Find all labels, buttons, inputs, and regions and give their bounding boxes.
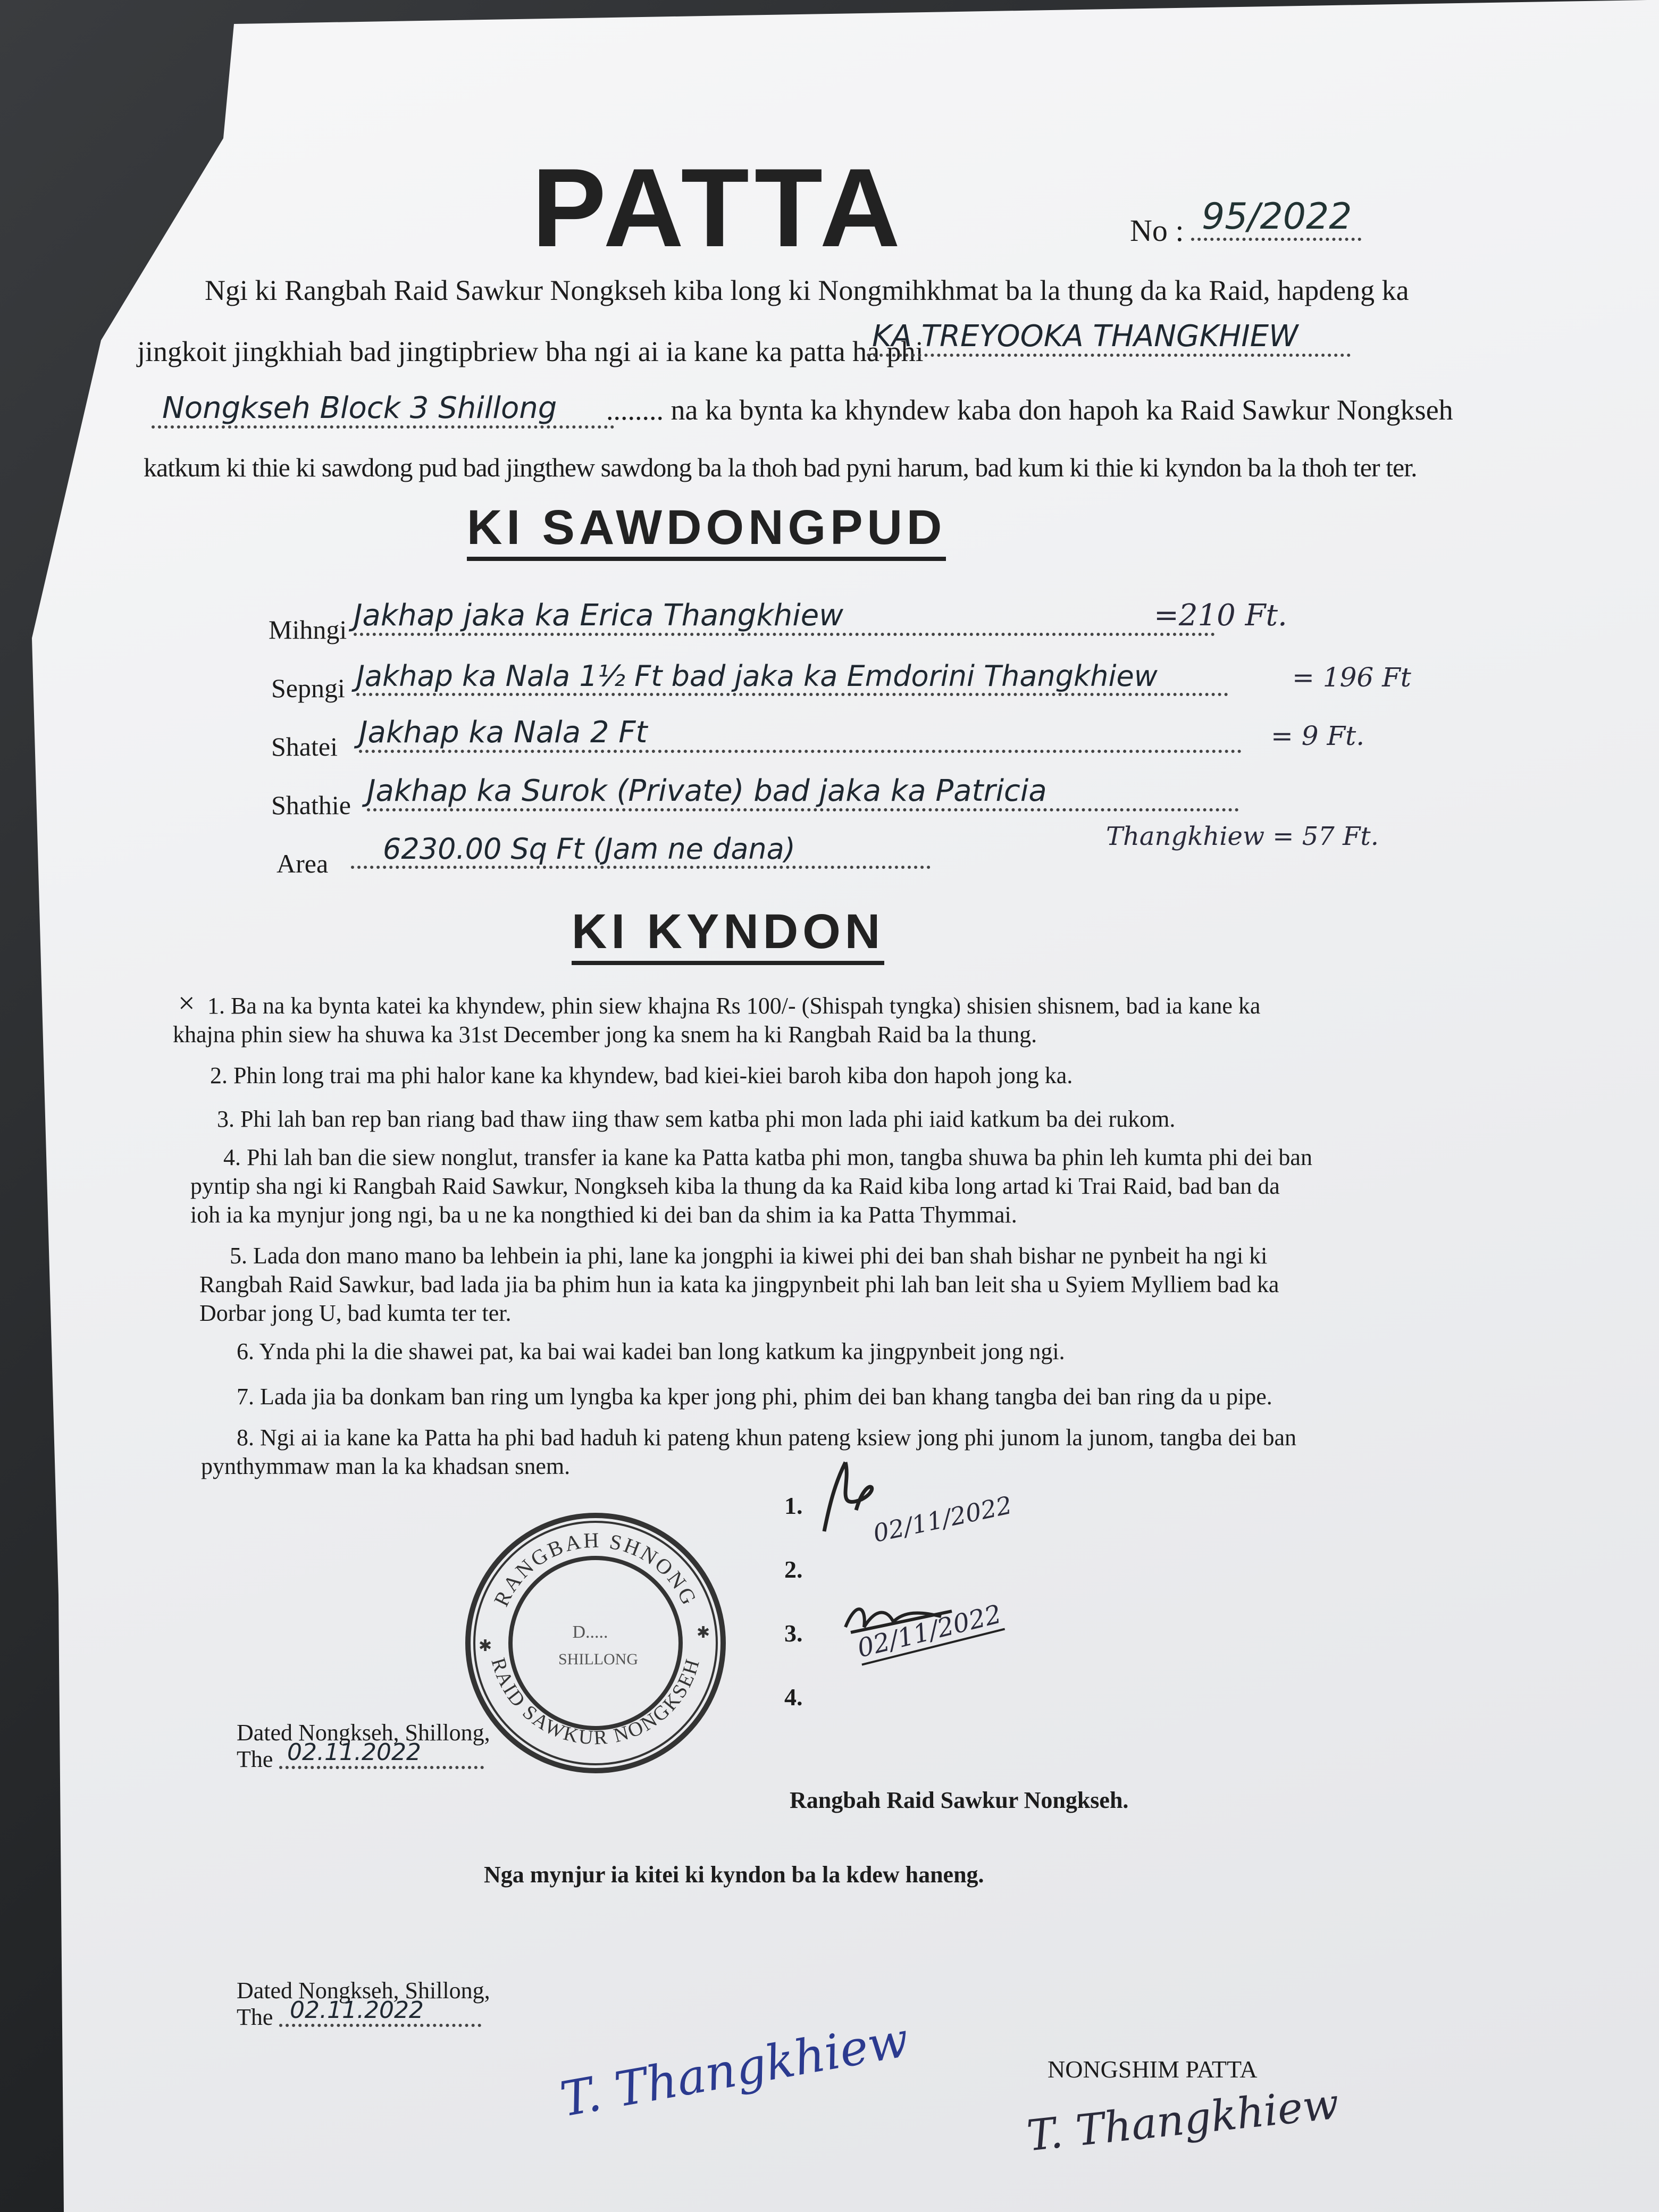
intro-line-3: ........ na ka bynta ka khyndew kaba don hapoh ka Raid Sawkur Nongkseh (606, 394, 1453, 426)
dated-2-date: 02.11.2022 (279, 1997, 481, 2027)
boundary-label-north: Shatei (271, 732, 338, 761)
condition-1-line-2: khajna phin siew ha shuwa ka 31st December jong ka snem ha ki Rangbah Raid ba la thung. (173, 1021, 1037, 1048)
recipient-name: KA TREYOOKA THANGKHIEW (867, 319, 1351, 357)
boundary-value-north: Jakhap ka Nala 2 Ft (359, 715, 1242, 753)
stamp-top-text: RANGBAH SHNONG (489, 1528, 702, 1610)
holder-label: NONGSHIM PATTA (1048, 2056, 1258, 2083)
signature-number-4: 4. (784, 1683, 803, 1711)
condition-8-line-2: pynthymmaw man la ka khadsan snem. (201, 1453, 571, 1479)
signature-number-1: 1. (784, 1492, 803, 1519)
intro-line-2: jingkoit jingkhiah bad jingtipbriew bha ngi ai ia kane ka patta ha phi (137, 336, 924, 367)
authority-name: Rangbah Raid Sawkur Nongkseh. (790, 1787, 1129, 1813)
boundary-value-south: Jakhap ka Surok (Private) bad jaka ka Patricia (367, 774, 1239, 811)
condition-5-line-1: 5. Lada don mano mano ba lehbein ia phi, lane ka jongphi ia kiwei phi dei ban shah bishar ne pynbeit ha ngi ki (230, 1243, 1268, 1269)
boundary-value-west: Jakhap ka Nala 1½ Ft bad jaka ka Emdorini Thangkhiew (356, 659, 1228, 696)
svg-text:RAID SAWKUR NONGKSEH (487, 1655, 704, 1749)
signature-1-date: 02/11/2022 (870, 1490, 1015, 1548)
stamp-star-left-icon: ✱ (479, 1637, 492, 1655)
consent-statement: Nga mynjur ia kitei ki kyndon ba la kdew haneng. (484, 1862, 984, 1888)
intro-line-1: Ngi ki Rangbah Raid Sawkur Nongkseh kiba long ki Nongmihkhmat ba la thung da ka Raid, hapdeng ka (205, 274, 1409, 306)
area-value: 6230.00 Sq Ft (Jam ne dana) (351, 832, 931, 869)
dated-2-line: Dated Nongkseh, Shillong, (237, 1978, 490, 2004)
stamp-center-line-2: SHILLONG (558, 1650, 638, 1668)
signature-3-date: 02/11/2022 (854, 1599, 1005, 1665)
condition-5-line-2: Rangbah Raid Sawkur, bad lada jia ba phim hun ia kata ka jingpynbeit phi lah ban leit sha u Syiem Mylliem bad ka (199, 1271, 1279, 1297)
document-title: PATTA (532, 145, 906, 270)
boundary-measure-west: = 196 Ft (1292, 662, 1411, 693)
boundary-label-south: Shathie (271, 790, 351, 820)
boundary-measure-north: = 9 Ft. (1271, 720, 1365, 751)
boundary-label-east: Mihngi (269, 615, 347, 644)
dated-2-the-label: The (237, 2004, 273, 2030)
boundary-value-east: Jakhap jaka ka Erica Thangkhiew (354, 598, 1215, 636)
condition-4-line-3: ioh ia ka mynjur jong ngi, ba u ne ka nongthied ki dei ban da shim ia ka Patta Thymmai. (190, 1202, 1017, 1228)
boundary-measure-south: Thangkhiew = 57 Ft. (1106, 822, 1379, 851)
condition-1-line-1: 1. Ba na ka bynta katei ka khyndew, phin siew khajna Rs 100/- (Shispah tyngka) shisien shisnem, bad ia kane ka (207, 993, 1261, 1019)
left-handwritten-signature: T. Thangkhiew (556, 2012, 913, 2128)
signature-number-2: 2. (784, 1556, 803, 1583)
condition-7: 7. Lada jia ba donkam ban ring um lyngba ka kper jong phi, phim dei ban khang tangba dei ban ring da u pipe. (237, 1384, 1272, 1410)
condition-6: 6. Ynda phi la die shawei pat, ka bai wai kadei ban long katkum ka jingpynbeit jong ngi. (237, 1338, 1065, 1364)
stamp-center-line-1: D..... (572, 1622, 608, 1642)
intro-line-4: katkum ki thie ki sawdong pud bad jingthew sawdong ba la thoh bad pyni harum, bad kum ki thie ki kyndon ba la thoh ter ter. (144, 453, 1417, 482)
condition-3: 3. Phi lah ban rep ban riang bad thaw iing thaw sem katba phi mon lada phi iaid katkum ba dei rukom. (217, 1106, 1176, 1132)
condition-4-line-2: pyntip sha ngi ki Rangbah Raid Sawkur, Nongkseh kiba la thung da ka Raid kiba long artad ki Trai Raid, bad ban da (190, 1173, 1280, 1199)
rangbah-shnong-stamp (457, 1505, 734, 1781)
dated-1-date: 02.11.2022 (279, 1739, 484, 1769)
condition-4-line-1: 4. Phi lah ban die siew nonglut, transfer ia kane ka Patta katba phi mon, tangba shuwa ba phin leh kumta phi dei ban (223, 1144, 1312, 1170)
condition-8-line-1: 8. Ngi ai ia kane ka Patta ha phi bad haduh ki pateng khun pateng ksiew jong phi junom la junom, tangba dei ban (237, 1425, 1296, 1451)
boundary-label-west: Sepngi (271, 673, 345, 703)
stamp-bottom-text: RAID SAWKUR NONGKSEH (487, 1655, 705, 1749)
signature-number-3: 3. (784, 1620, 803, 1647)
dated-1-the-label: The (237, 1746, 273, 1772)
condition-5-line-3: Dorbar jong U, bad kumta ter ter. (199, 1300, 512, 1326)
document-number-label: No : (1130, 213, 1184, 248)
boundary-measure-east: =210 Ft. (1154, 598, 1287, 633)
stamp-star-right-icon: ✱ (697, 1624, 710, 1641)
dated-1-line: Dated Nongkseh, Shillong, (237, 1720, 490, 1746)
condition-check-mark: × (178, 987, 195, 1020)
condition-2: 2. Phin long trai ma phi halor kane ka khyndew, bad kiei-kiei baroh kiba don hapoh jong ka. (210, 1062, 1073, 1088)
area-label: Area (276, 849, 329, 878)
boundaries-heading: KI SAWDONGPUD (467, 500, 946, 561)
recipient-location: Nongkseh Block 3 Shillong (152, 391, 614, 429)
document-number-value: 95/2022 (1191, 196, 1361, 241)
conditions-heading: KI KYNDON (572, 904, 884, 965)
holder-handwritten-signature: T. Thangkhiew (1024, 2079, 1342, 2161)
